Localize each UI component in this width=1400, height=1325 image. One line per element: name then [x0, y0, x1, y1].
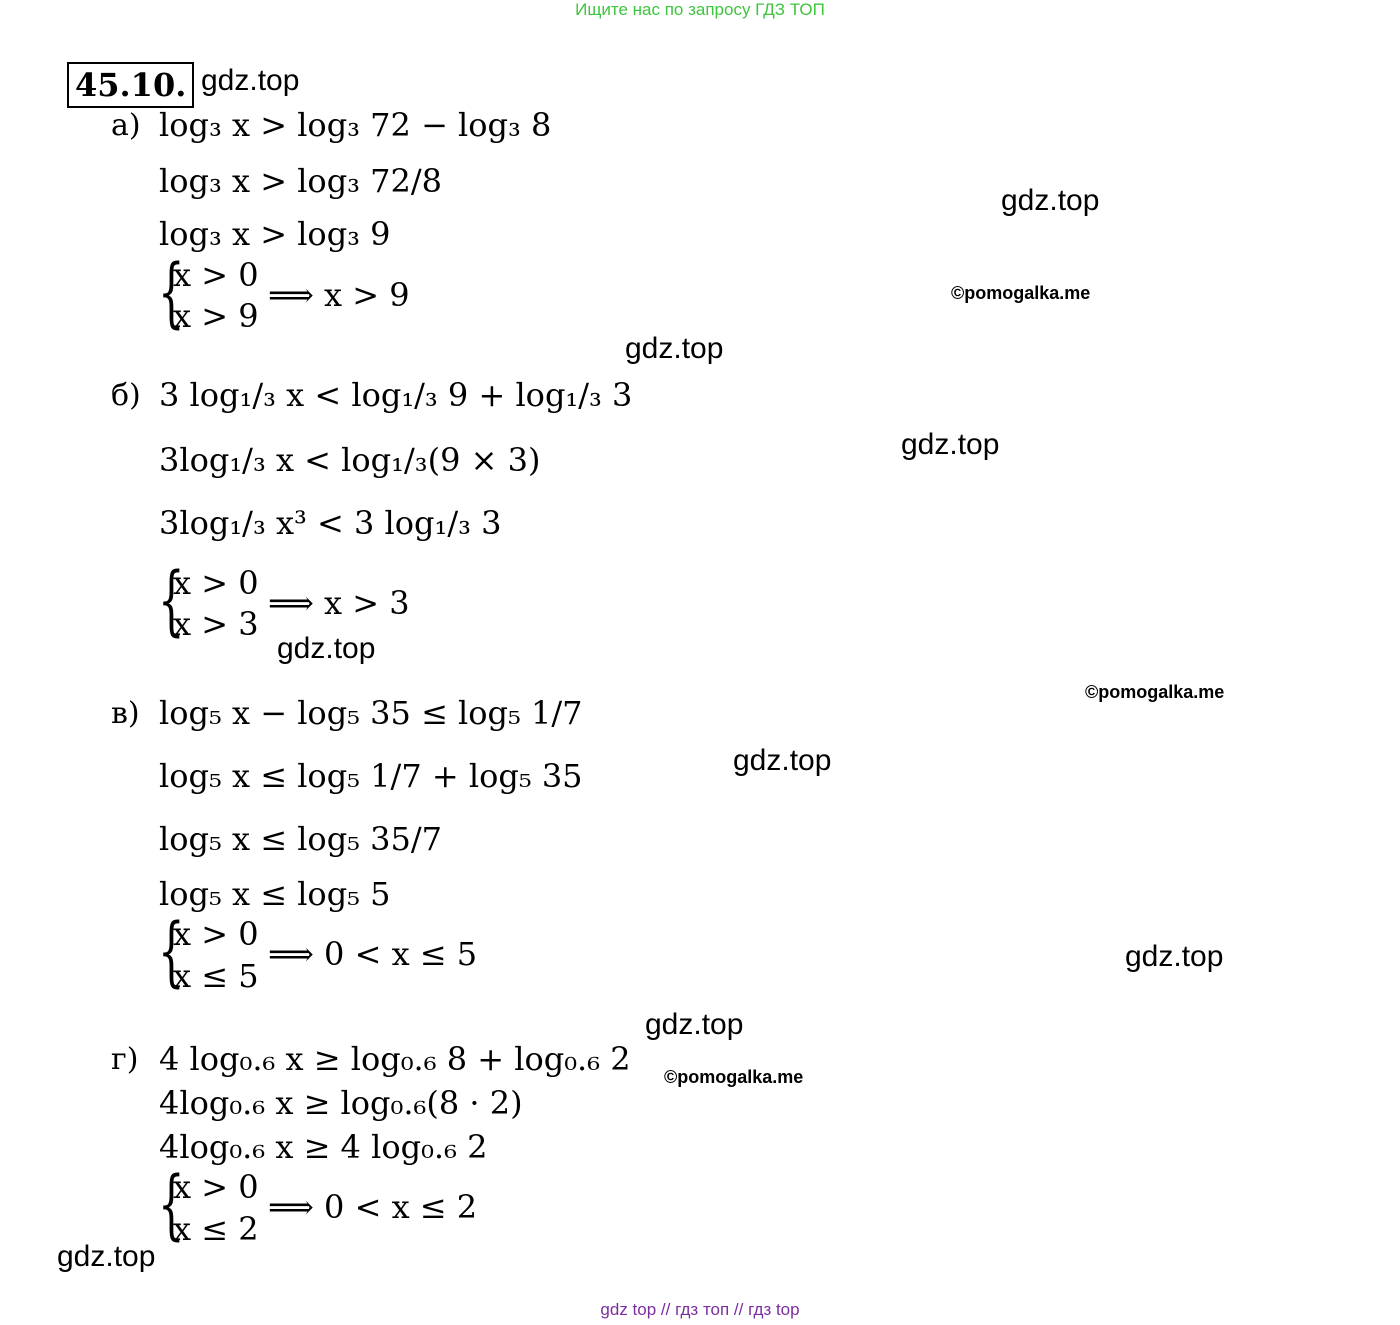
- system-result: ⟹ x > 3: [268, 584, 410, 622]
- copyright-text: ©pomogalka.me: [1085, 682, 1225, 702]
- watermark: gdz.top: [1001, 184, 1100, 217]
- system-line: x ≤ 5: [173, 957, 259, 995]
- bottom-banner[interactable]: gdz top // гдз топ // гдз top: [600, 1300, 800, 1319]
- math-line: 4log₀.₆ x ≥ log₀.₆(8 · 2): [159, 1084, 523, 1122]
- top-banner: Ищите нас по запросу ГДЗ ТОП: [575, 0, 825, 19]
- system-result: ⟹ 0 < x ≤ 5: [268, 935, 478, 973]
- system-brace: {: [158, 555, 185, 644]
- math-line: 3 log₁/₃ x < log₁/₃ 9 + log₁/₃ 3: [159, 376, 633, 414]
- math-line: 3log₁/₃ x < log₁/₃(9 × 3): [159, 441, 541, 479]
- math-line: log₃ x > log₃ 72 − log₃ 8: [159, 106, 552, 144]
- watermark: gdz.top: [645, 1008, 744, 1041]
- part-label-a: а): [111, 108, 141, 143]
- system-brace: {: [158, 247, 185, 336]
- copyright-text: ©pomogalka.me: [664, 1067, 804, 1087]
- system-line: x > 9: [173, 297, 259, 335]
- watermark: gdz.top: [1125, 940, 1224, 973]
- math-line: 3log₁/₃ x³ < 3 log₁/₃ 3: [159, 504, 502, 542]
- problem-number: 45.10.: [67, 62, 194, 108]
- math-line: log₅ x ≤ log₅ 1/7 + log₅ 35: [159, 757, 583, 795]
- system-result: ⟹ x > 9: [268, 276, 410, 314]
- part-label-b: б): [111, 378, 141, 413]
- math-line: log₃ x > log₃ 72/8: [159, 162, 443, 200]
- system-line: x > 0: [173, 1168, 259, 1206]
- watermark: gdz.top: [901, 428, 1000, 461]
- system-brace: {: [158, 906, 185, 995]
- system-line: x > 0: [173, 564, 259, 602]
- watermark: gdz.top: [625, 332, 724, 365]
- math-line: log₅ x ≤ log₅ 35/7: [159, 820, 443, 858]
- watermark: gdz.top: [733, 744, 832, 777]
- math-line: log₅ x ≤ log₅ 5: [159, 875, 391, 913]
- math-line: 4 log₀.₆ x ≥ log₀.₆ 8 + log₀.₆ 2: [159, 1040, 631, 1078]
- watermark: gdz.top: [57, 1240, 156, 1273]
- system-line: x > 0: [173, 256, 259, 294]
- copyright-text: ©pomogalka.me: [951, 283, 1091, 303]
- part-label-d: г): [111, 1042, 139, 1077]
- watermark: gdz.top: [277, 632, 376, 665]
- watermark: gdz.top: [201, 64, 300, 97]
- part-label-c: в): [111, 696, 140, 731]
- system-line: x > 0: [173, 915, 259, 953]
- system-line: x ≤ 2: [173, 1210, 259, 1248]
- math-line: 4log₀.₆ x ≥ 4 log₀.₆ 2: [159, 1128, 488, 1166]
- system-result: ⟹ 0 < x ≤ 2: [268, 1188, 478, 1226]
- math-line: log₅ x − log₅ 35 ≤ log₅ 1/7: [159, 694, 583, 732]
- system-line: x > 3: [173, 605, 259, 643]
- system-brace: {: [158, 1159, 185, 1248]
- math-line: log₃ x > log₃ 9: [159, 215, 391, 253]
